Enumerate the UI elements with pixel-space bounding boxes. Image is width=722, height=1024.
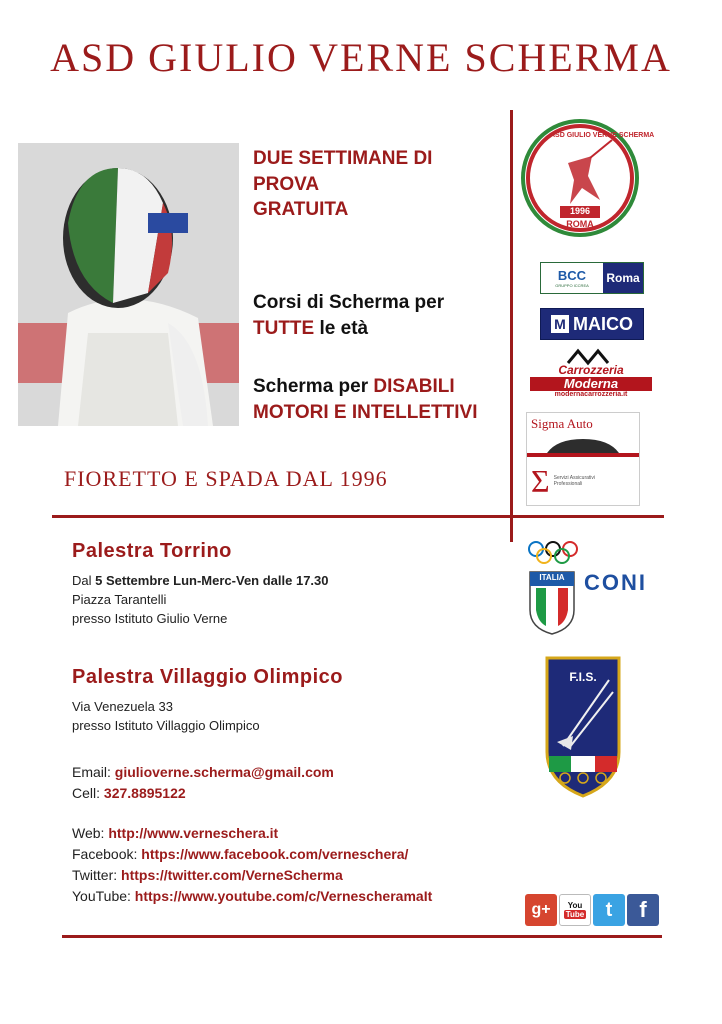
maico-m-icon: M — [551, 315, 569, 333]
torrino-title: Palestra Torrino — [72, 540, 232, 562]
maico-label: MAICO — [573, 313, 633, 334]
sponsor-maico — [540, 308, 644, 340]
youtube-label: YouTube: — [72, 888, 135, 904]
fencer-photo — [18, 143, 239, 426]
email-link[interactable]: giulioverne.scherma@gmail.com — [114, 764, 334, 780]
page-title: ASD GIULIO VERNE SCHERMA — [50, 35, 672, 80]
sponsor-sigma — [526, 412, 640, 506]
contacts-block — [72, 762, 334, 804]
torrino-line-2: Piazza Tarantelli — [72, 592, 167, 607]
promo-line-2: PROVA — [253, 173, 320, 195]
promo-disabled — [253, 374, 515, 425]
facebook-link[interactable]: https://www.facebook.com/verneschera/ — [141, 846, 409, 862]
club-logo-year: 1996 — [569, 206, 591, 216]
carrozzeria-line-1: Carrozzeria — [558, 363, 624, 377]
facebook-label: Facebook: — [72, 846, 142, 862]
club-logo-text: ASD GIULIO VERNE SCHERMA — [550, 132, 655, 139]
club-logo-city: ROMA — [566, 219, 594, 229]
sigma-sub: Servizi Assicurativi Professionali — [553, 475, 596, 487]
torrino-line-1-bold: 5 Settembre Lun-Merc-Ven dalle 17.30 — [95, 573, 329, 588]
bcc-label: BCC — [557, 268, 587, 283]
coni-label: CONI — [584, 570, 647, 595]
bcc-sub: GRUPPO ICCREA — [555, 283, 589, 288]
web-link[interactable]: http://www.verneschera.it — [108, 825, 279, 841]
villaggio-line-2: presso Istituto Villaggio Olimpico — [72, 718, 260, 733]
courses-highlight: TUTTE — [253, 317, 315, 339]
fis-logo — [543, 656, 623, 798]
courses-suffix: le età — [314, 317, 369, 339]
torrino-details — [72, 571, 329, 628]
villaggio-line-1: Via Venezuela 33 — [72, 699, 173, 714]
promo-courses — [253, 290, 515, 341]
carrozzeria-line-2: Moderna — [530, 377, 652, 391]
disabled-line-2: MOTORI E INTELLETTIVI — [253, 401, 478, 423]
twitter-label: Twitter: — [72, 867, 122, 883]
club-logo — [520, 118, 655, 238]
disabled-highlight: DISABILI — [373, 376, 455, 397]
youtube-link[interactable]: https://www.youtube.com/c/VernescheramaIt — [134, 888, 433, 904]
cell-label: Cell: — [72, 785, 104, 801]
tagline: FIORETTO E SPADA DAL 1996 — [64, 466, 388, 491]
villaggio-details — [72, 697, 260, 735]
coni-logo — [526, 540, 656, 640]
carrozzeria-url: modernacarrozzeria.it — [554, 391, 628, 398]
torrino-line-1-prefix: Dal — [72, 573, 96, 588]
fencer-illustration-icon — [18, 143, 239, 426]
torrino-line-3: presso Istituto Giulio Verne — [72, 611, 228, 626]
youtube-icon-bottom: Tube — [565, 910, 585, 919]
horizontal-divider — [52, 515, 664, 518]
sigma-car-icon — [527, 435, 639, 457]
coni-italia: ITALIA — [539, 573, 565, 582]
youtube-icon-top: You — [567, 901, 583, 910]
social-icons — [525, 894, 659, 926]
email-label: Email: — [72, 764, 115, 780]
youtube-icon[interactable] — [559, 894, 591, 926]
villaggio-title: Palestra Villaggio Olimpico — [72, 666, 343, 688]
promo-trial — [253, 146, 515, 223]
sponsor-bcc — [540, 262, 644, 294]
google-plus-icon[interactable]: g+ — [525, 894, 557, 926]
sigma-label: Sigma Auto — [531, 416, 593, 431]
sponsor-carrozzeria — [530, 350, 652, 405]
bcc-city: Roma — [603, 263, 643, 293]
courses-prefix: Corsi di Scherma per — [253, 292, 445, 313]
facebook-icon[interactable]: f — [627, 894, 659, 926]
footer-divider — [62, 935, 662, 938]
twitter-link[interactable]: https://twitter.com/VerneScherma — [121, 867, 343, 883]
promo-line-1: DUE SETTIMANE DI — [253, 148, 433, 169]
carrozzeria-cm-icon — [530, 350, 652, 364]
cell-link[interactable]: 327.8895122 — [103, 785, 186, 801]
promo-line-3: GRATUITA — [253, 199, 349, 221]
olympic-rings-icon — [526, 540, 586, 564]
disabled-prefix: Scherma per — [253, 376, 374, 397]
web-links-block — [72, 823, 432, 907]
web-label: Web: — [72, 825, 109, 841]
sigma-symbol-icon: Σ — [531, 463, 550, 499]
fis-label: F.I.S. — [569, 670, 597, 684]
twitter-icon[interactable]: t — [593, 894, 625, 926]
